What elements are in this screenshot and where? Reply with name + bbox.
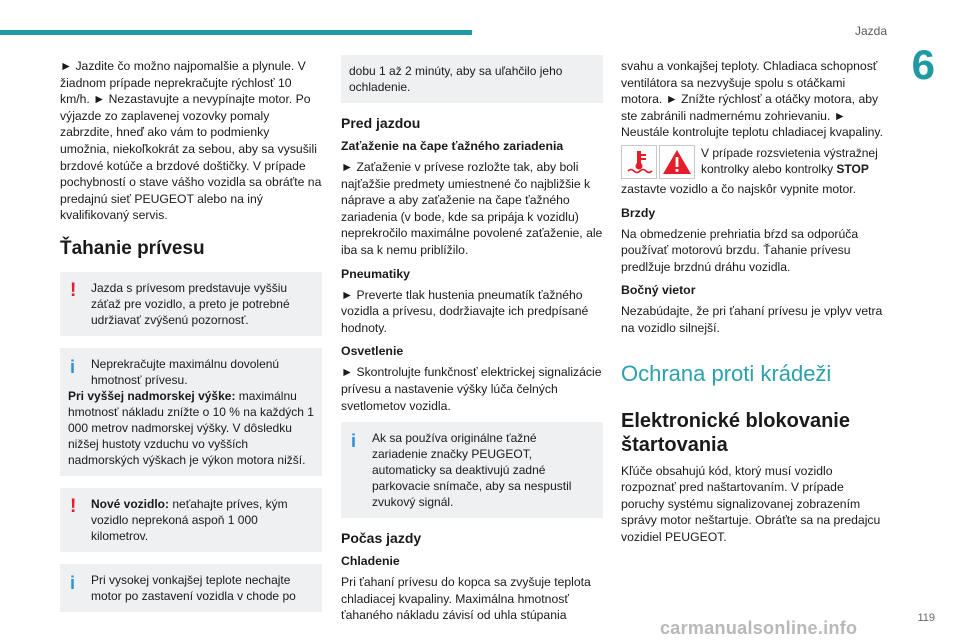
brakes-text: Na obmedzenie prehriatia bŕzd sa odporúča používať motorovú brzdu. Ťahanie prívesu predlžuje brzdnú dráhu vozidla.: [621, 226, 859, 274]
info-icon: i: [351, 431, 357, 452]
watermark: carmanualsonline.info: [660, 618, 858, 638]
intro-text: ► Jazdite čo možno najpomalšie a plynule. V žiadnom prípade neprekračujte rýchlosť 10 km/h. ► Nezastavujte a nevypínajte motor. Po výjazde zo zaplavenej vozovky pomaly zabrzdite, hneď ako vám to podmienky umožnia, niekoľkokrát za sebou, aby sa vysušili brzdové kotúče a brzdové doštičky. V prípade pochybností o stave vášho vozidla sa obráťte na predajnú sieť PEUGEOT alebo na iný kvalifikovaný servis.: [60, 59, 322, 223]
lighting-text: ► Skontrolujte funkčnosť elektrickej signalizácie prívesu a nastavenie výšky lúča čelných svetlometov vozidla.: [341, 365, 602, 413]
warning-lamp-text-post: zastavte vozidlo a čo najskôr vypnite motor.: [621, 181, 857, 196]
heading-before-driving: Pred jazdou: [341, 115, 421, 131]
chapter-number: 6: [911, 41, 935, 88]
side-wind-text: Nezabúdajte, že pri ťahaní prívesu je vplyv vetra na vozidlo silnejší.: [621, 304, 883, 335]
cooling-text: Pri ťahaní prívesu do kopca sa zvyšuje teplota chladiacej kvapaliny. Maximálna hmotnosť ťahaného nákladu závisí od uhla stúpania: [341, 575, 591, 623]
cooling-continued-text: svahu a vonkajšej teploty. Chladiaca schopnosť ventilátora sa nezvyšuje spolu s otáčkami motora. ► Znížte rýchlosť a otáčky motora, aby ste zabránili nadmernému zohrievaniu. ► Neustále kontrolujte teplotu chladiacej kvapaliny.: [621, 59, 883, 140]
new-vehicle-text: [91, 496, 314, 544]
coolant-temperature-warning-icon: [621, 145, 657, 179]
header-bar: [0, 30, 472, 35]
tyres-text: ► Preverte tlak hustenia pneumatík ťažného vozidla a prívesu, dodržiavajte ich predpísané hodnoty.: [341, 287, 589, 335]
tow-ball-load-text: ► Zaťaženie v prívese rozložte tak, aby boli najťažšie predmety umiestnené čo najbližšie k náprave a aby zaťaženie na čape ťažného zariadenia (v bode, kde sa pripája k vozidlu) neprekročilo maximálne povolené zaťaženie, ale iba sa k nemu priblížilo.: [341, 160, 603, 257]
info-icon: i: [70, 356, 76, 377]
warning-triangle-icon: [659, 145, 695, 179]
heading-immobiliser: Elektronické blokovanie štartovania: [621, 409, 850, 456]
info-icon: i: [70, 572, 76, 593]
subheading-side-wind: Bočný vietor: [621, 283, 696, 298]
temperature-info-text: Pri vysokej vonkajšej teplote nechajte motor po zastavení vozidla v chode po: [91, 572, 296, 603]
warning-text: Jazda s prívesom predstavuje vyššiu záťaž pre vozidlo, a preto je potrebné udržiavať zvýšenú pozornosť.: [91, 280, 290, 327]
column-2: [341, 58, 603, 624]
altitude-label: Pri vyššej nadmorskej výške:: [68, 388, 236, 403]
parking-sensors-text: Ak sa používa originálne ťažné zariadenie značky PEUGEOT, automaticky sa deaktivujú zadné parkovacie snímače, aby sa nespustil zvukový signál.: [372, 431, 572, 510]
running-title: Jazda: [854, 24, 887, 38]
section-heading-anti-theft: Ochrana proti krádeži: [621, 360, 832, 386]
heading-while-driving: Počas jazdy: [341, 530, 422, 547]
altitude-text: maximálnu hmotnosť nákladu znížte o 10 % na každých 1 000 metrov nadmorskej výšky. V dôsledku nižšej hustoty vzduchu vo vyšších nadmorských výškach je výkon motora nižší.: [68, 388, 314, 467]
warning-box: [60, 272, 322, 336]
warning-lamps-row: [621, 145, 883, 181]
column-1: [60, 58, 322, 624]
warning-box-new-vehicle: [60, 488, 322, 552]
info-text: Neprekračujte maximálnu dovolenú hmotnosť prívesu.: [91, 356, 280, 387]
new-vehicle-rest: neťahajte príves, kým vozidlo neprekoná aspoň 1 000 kilometrov.: [91, 496, 288, 543]
subheading-tyres: Pneumatiky: [341, 266, 411, 281]
info-box: [60, 348, 322, 476]
info-box-continued: [341, 55, 603, 103]
subheading-lighting: Osvetlenie: [341, 344, 404, 359]
page-number: 119: [917, 612, 935, 624]
subheading-tow-ball-load: Zaťaženie na čape ťažného zariadenia: [341, 139, 564, 153]
info-box-parking-sensors: [341, 422, 603, 518]
subheading-brakes: Brzdy: [621, 205, 656, 220]
warning-lamp-text: [701, 145, 886, 177]
section-heading-towing: Ťahanie prívesu: [60, 237, 205, 259]
column-3: [621, 58, 883, 546]
info-box-temperature: [60, 564, 322, 612]
immobiliser-text: Kľúče obsahujú kód, ktorý musí vozidlo rozpoznať pred naštartovaním. V prípade poruchy systému signalizovanej zobrazením správy motor neštartuje. Obráťte sa na predajcu vozidiel PEUGEOT.: [621, 463, 881, 544]
warning-lamp-text-pre: V prípade rozsvietenia výstražnej kontrolky alebo kontrolky: [701, 145, 878, 176]
exclamation-icon: !: [70, 495, 77, 517]
stop-label: STOP: [836, 161, 869, 176]
exclamation-icon: !: [70, 279, 77, 301]
info-text-altitude: [68, 388, 314, 468]
info-continued-text: dobu 1 až 2 minúty, aby sa uľahčilo jeho ochladenie.: [349, 64, 563, 94]
new-vehicle-label: Nové vozidlo:: [91, 496, 170, 511]
subheading-cooling: Chladenie: [341, 554, 400, 569]
